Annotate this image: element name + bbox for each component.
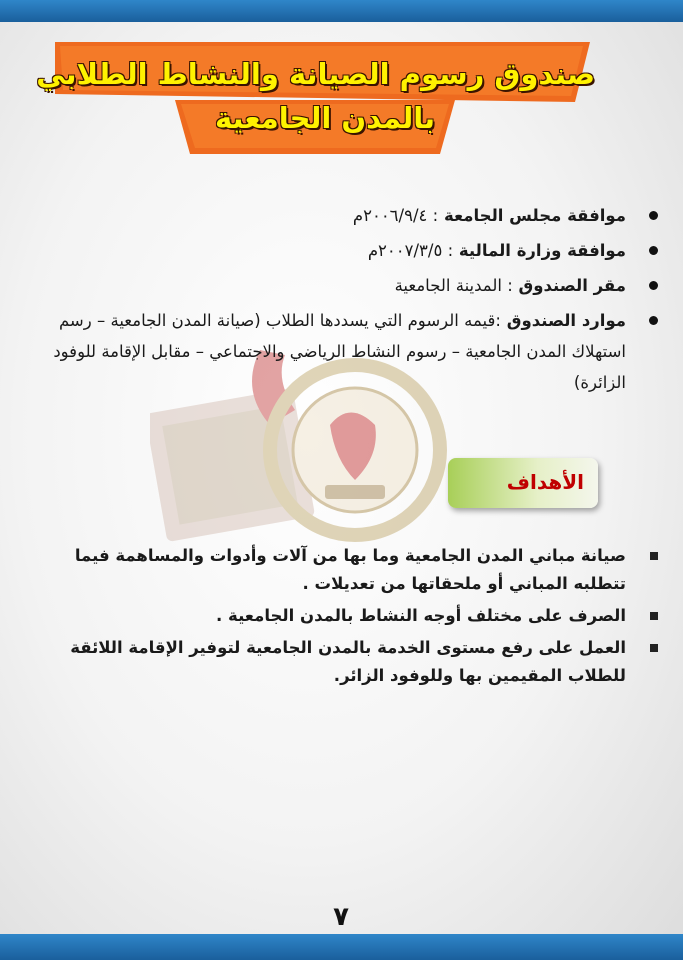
goal-text: الصرف على مختلف أوجه النشاط بالمدن الجامعية .: [216, 606, 626, 625]
info-key: موافقة وزارة المالية: [458, 241, 626, 260]
goals-heading: الأهداف: [506, 470, 584, 494]
list-item: [48, 270, 668, 301]
list-item: [48, 634, 668, 690]
fund-info-list: [48, 200, 668, 402]
list-item: [48, 305, 668, 398]
bullet-icon: [649, 316, 658, 325]
info-key: موارد الصندوق: [506, 311, 626, 330]
title-line-1: صندوق رسوم الصيانة والنشاط الطلابي: [36, 57, 595, 91]
goal-text: صيانة مباني المدن الجامعية وما بها من آلات وأدوات والمساهمة فيما تتطلبه المباني أو ملحقاتها من تعديلات .: [74, 546, 626, 593]
list-item: [48, 200, 668, 231]
info-value: : ٢٠٠٧/٣/٥م: [367, 241, 454, 260]
square-bullet-icon: [650, 612, 658, 620]
title-banner: [36, 42, 595, 154]
title-line-2: بالمدن الجامعية: [214, 101, 436, 135]
bullet-icon: [649, 246, 658, 255]
info-value: : ٢٠٠٦/٩/٤م: [352, 206, 439, 225]
top-frame-bar: [0, 0, 683, 22]
info-value: :قيمه الرسوم التي يسددها الطلاب (صيانة المدن الجامعية – رسم استهلاك المدن الجامعية – رسوم النشاط الرياضي والاجتماعي – مقابل الإقامة للوفود الزائرة): [53, 311, 626, 392]
goals-heading-box: [448, 458, 598, 508]
info-key: موافقة مجلس الجامعة: [443, 206, 626, 225]
list-item: [48, 235, 668, 266]
square-bullet-icon: [650, 644, 658, 652]
info-key: مقر الصندوق: [518, 276, 626, 295]
list-item: [48, 542, 668, 598]
square-bullet-icon: [650, 552, 658, 560]
goals-list: [48, 542, 668, 694]
bottom-frame-bar: [0, 934, 683, 960]
info-value: : المدينة الجامعية: [394, 276, 513, 295]
page-number: ٧: [333, 902, 349, 932]
bullet-icon: [649, 211, 658, 220]
list-item: [48, 602, 668, 630]
goal-text: العمل على رفع مستوى الخدمة بالمدن الجامعية لتوفير الإقامة اللائقة للطلاب المقيمين بها وللوفود الزائر.: [70, 638, 626, 685]
bullet-icon: [649, 281, 658, 290]
